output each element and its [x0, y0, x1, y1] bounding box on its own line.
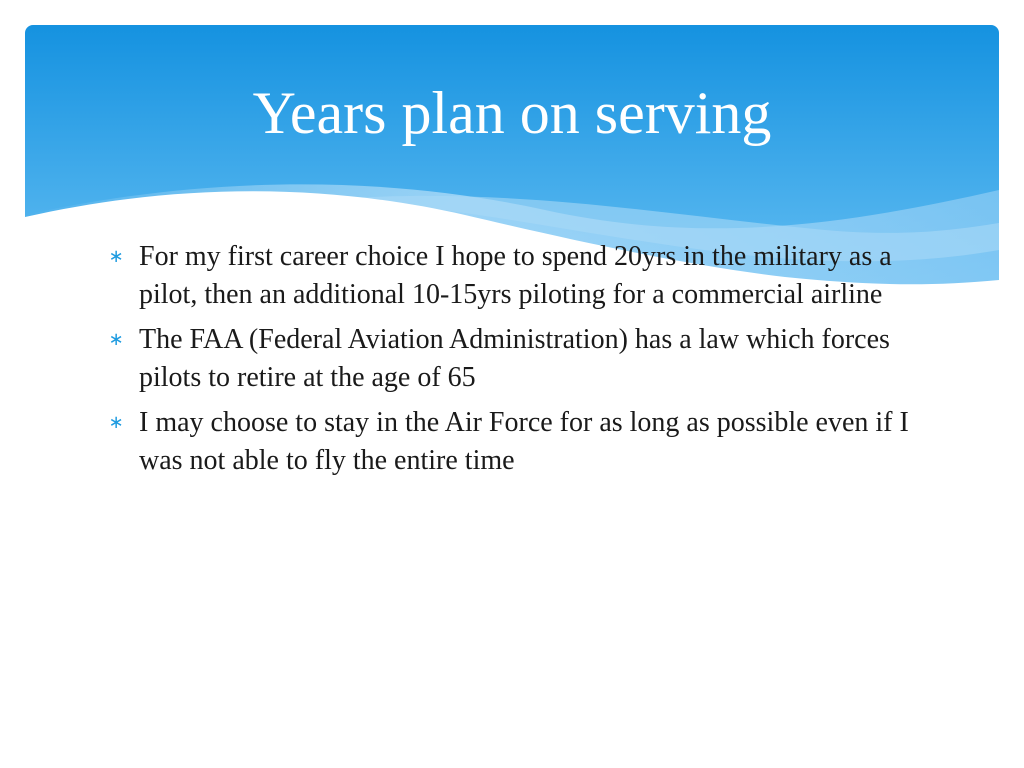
asterisk-bullet-icon: ∗ [108, 412, 124, 433]
asterisk-bullet-icon: ∗ [108, 246, 124, 267]
bullet-item [105, 321, 925, 396]
bullet-item [105, 238, 925, 313]
asterisk-bullet-icon: ∗ [108, 329, 124, 350]
slide-title: Years plan on serving [252, 80, 772, 146]
bullet-text: For my first career choice I hope to spend 20yrs in the military as a pilot, then an additional 10-15yrs piloting for a commercial airline [139, 241, 892, 310]
bullet-text: The FAA (Federal Aviation Administration) has a law which forces pilots to retire at the age of 65 [139, 324, 890, 393]
bullet-item [105, 404, 925, 479]
bullet-text: I may choose to stay in the Air Force for as long as possible even if I was not able to fly the entire time [139, 407, 909, 476]
bullet-list [105, 238, 925, 487]
